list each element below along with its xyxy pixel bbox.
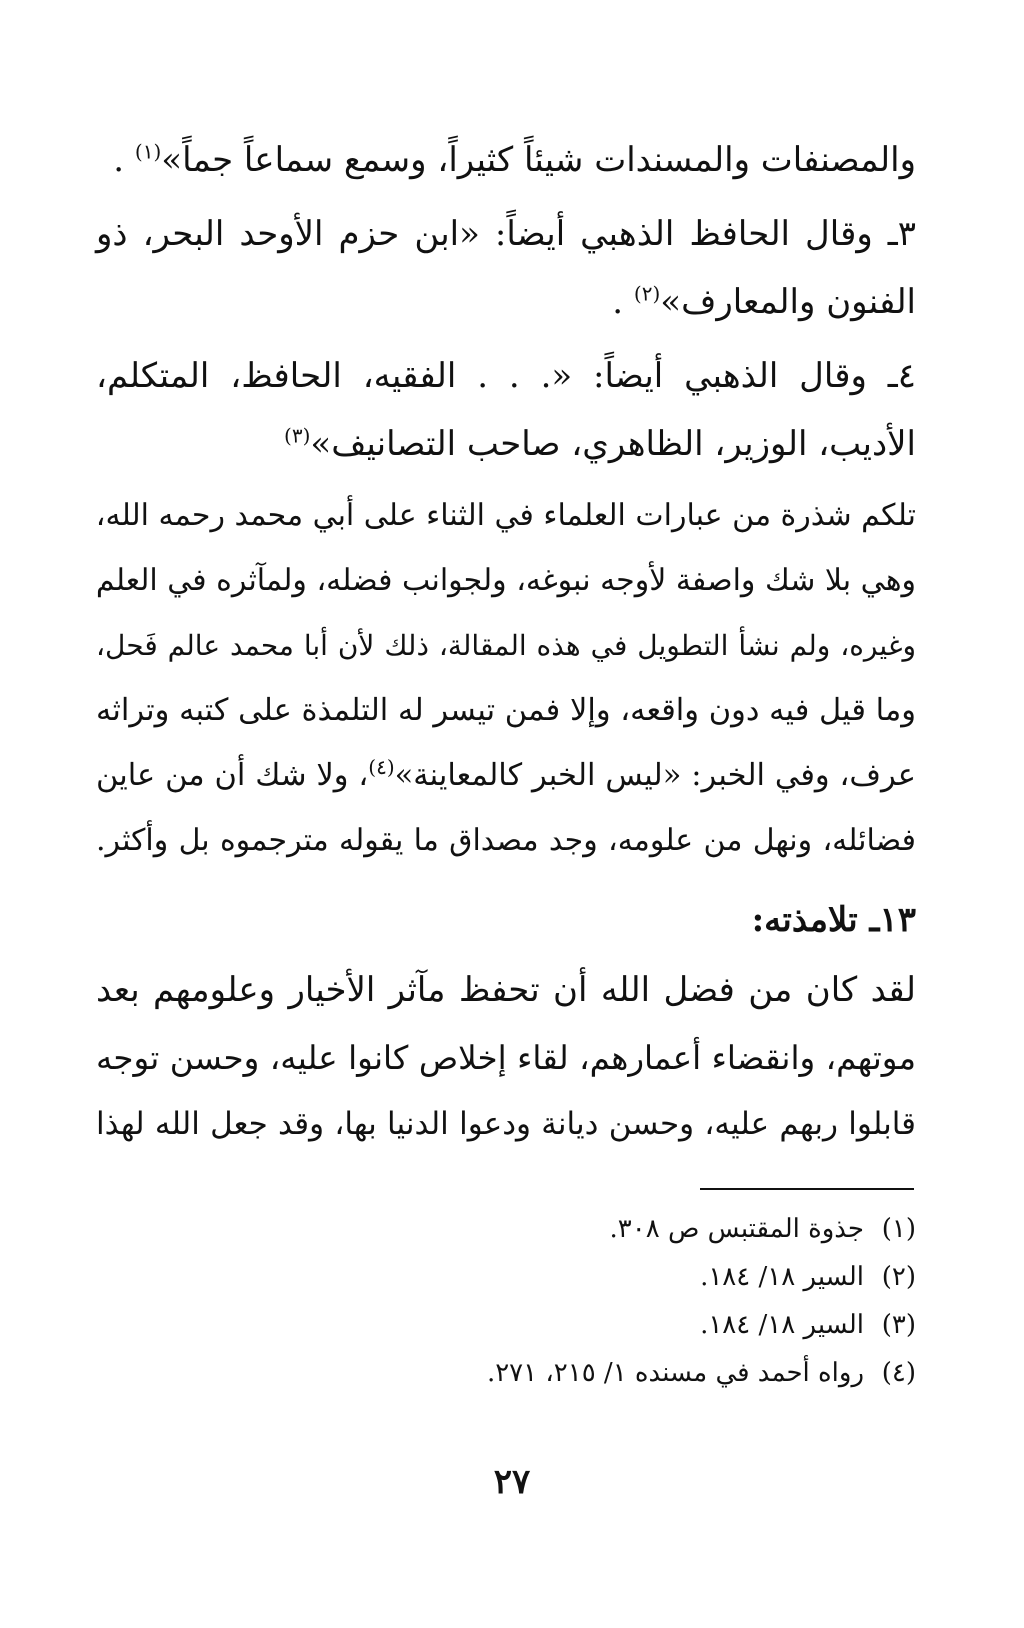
footnote-2-number: (٢) xyxy=(881,1262,916,1292)
footnote-3-number: (٣) xyxy=(881,1310,916,1340)
footnote-3 xyxy=(700,1306,916,1344)
body-line-1-tail: . xyxy=(113,140,135,180)
body-line-5-text: الأديب، الوزير، الظاهري، صاحب التصانيف» xyxy=(310,424,916,464)
body-line-10-text: عرف، وفي الخبر: «ليس الخبر كالمعاينة» xyxy=(394,758,917,793)
body-line-6-text: تلكم شذرة من عبارات العلماء في الثناء على أبي محمد رحمه الله، xyxy=(95,498,916,533)
footnote-ref-3: (٣) xyxy=(284,423,311,448)
body-line-5 xyxy=(96,420,916,468)
section-heading: ١٣ـ تلامذته: xyxy=(751,900,916,940)
body-line-4-text: ٤ـ وقال الذهبي أيضاً: «. . . الفقيه، الحافظ، المتكلم، xyxy=(96,356,916,396)
body-line-11-text: فضائله، ونهل من علومه، وجد مصداق ما يقوله مترجموه بل وأكثر. xyxy=(96,823,916,858)
footnote-ref-2: (٢) xyxy=(633,281,661,306)
body-line-3 xyxy=(96,278,916,326)
footnote-2 xyxy=(700,1258,916,1296)
body-line-8 xyxy=(96,622,916,670)
body-line-14-text: قابلوا ربهم عليه، وحسن ديانة ودعوا الدنيا بها، وقد جعل الله لهذا xyxy=(96,1106,916,1142)
body-line-6 xyxy=(96,492,916,540)
footnote-1 xyxy=(610,1210,916,1248)
footnote-2-text: السير ١٨/ ١٨٤. xyxy=(700,1262,864,1292)
body-line-2-text: ٣ـ وقال الحافظ الذهبي أيضاً: «ابن حزم الأوحد البحر، ذو xyxy=(96,214,916,254)
body-line-9 xyxy=(96,687,916,735)
body-line-1 xyxy=(96,136,916,184)
body-line-10 xyxy=(96,752,916,800)
body-line-13-text: موتهم، وانقضاء أعمارهم، لقاء إخلاص كانوا عليه، وحسن توجه xyxy=(96,1039,916,1077)
body-line-11 xyxy=(96,817,916,865)
body-line-7-text: وهي بلا شك واصفة لأوجه نبوغه، ولجوانب فضله، ولمآثره في العلم xyxy=(95,563,916,598)
body-line-1-text: والمصنفات والمسندات شيئاً كثيراً، وسمع سماعاً جماً» xyxy=(161,140,916,180)
footnote-separator xyxy=(700,1188,914,1190)
body-line-3-text: الفنون والمعارف» xyxy=(660,282,916,322)
body-line-13 xyxy=(96,1034,916,1082)
page-number: ٢٧ xyxy=(493,1462,531,1502)
body-line-8-text: وغيره، ولم نشأ التطويل في هذه المقالة، ذلك لأن أبا محمد عالم فَحل، xyxy=(96,629,916,662)
footnote-4-text: رواه أحمد في مسنده ١/ ٢١٥، ٢٧١. xyxy=(486,1358,864,1388)
body-line-3-tail: . xyxy=(612,282,634,322)
footnote-ref-4: (٤) xyxy=(368,754,395,779)
body-line-2 xyxy=(96,210,916,258)
footnote-3-text: السير ١٨/ ١٨٤. xyxy=(700,1310,864,1340)
body-line-14 xyxy=(96,1100,916,1148)
footnote-ref-1: (١) xyxy=(134,139,162,164)
footnote-1-number: (١) xyxy=(881,1214,916,1244)
body-line-4 xyxy=(96,352,916,400)
body-line-12-text: لقد كان من فضل الله أن تحفظ مآثر الأخيار وعلومهم بعد xyxy=(96,970,916,1010)
footnote-4-number: (٤) xyxy=(881,1358,916,1388)
footnote-1-text: جذوة المقتبس ص ٣٠٨. xyxy=(609,1214,864,1244)
body-line-10-tail: ، ولا شك أن من عاين xyxy=(96,758,369,793)
body-line-7 xyxy=(96,557,916,605)
body-line-12 xyxy=(96,966,916,1014)
body-line-9-text: وما قيل فيه دون واقعه، وإلا فمن تيسر له التلمذة على كتبه وتراثه xyxy=(96,693,916,728)
footnote-4 xyxy=(487,1354,916,1392)
